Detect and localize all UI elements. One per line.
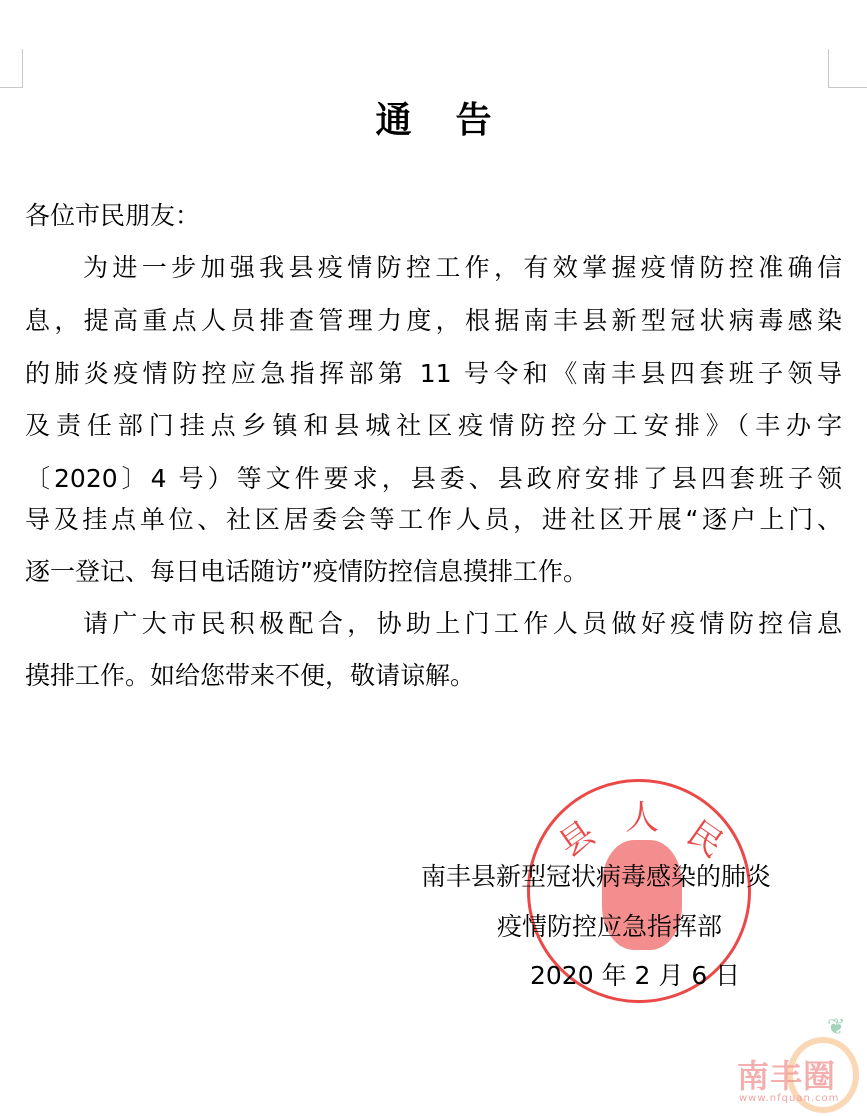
watermark-name: 南丰圈 [737,1057,837,1095]
seal-char: 县 [551,813,603,866]
watermark-url: www.nfquan.com [739,1093,840,1104]
paragraph-line: 及责任部门挂点乡镇和县城社区疫情防控分工安排》（丰办字 [25,411,842,440]
paragraph-line: 息，提高重点人员排查管理力度，根据南丰县新型冠状病毒感染 [25,306,842,335]
leaf-icon: ❦ [827,1015,846,1040]
signature-date: 2020 年 2 月 6 日 [530,961,741,990]
site-watermark-logo [735,1015,860,1115]
paragraph-line: 请广大市民积极配合，协助上门工作人员做好疫情防控信息 [83,609,842,638]
paragraph-line: 〔2020〕4 号）等文件要求，县委、县政府安排了县四套班子领 [25,464,842,493]
page-corner-mark-right [828,49,867,88]
seal-char: 人 [625,798,659,838]
paragraph-line: 摸排工作。如给您带来不便，敬请谅解。 [25,661,476,690]
paragraph-line: 为进一步加强我县疫情防控工作，有效掌握疫情防控准确信 [83,253,842,282]
notice-title: 通告 [375,100,536,141]
paragraph-line: 的肺炎疫情防控应急指挥部第 11 号令和《南丰县四套班子领导 [25,359,842,388]
paragraph-line: 导及挂点单位、社区居委会等工作人员，进社区开展“逐户上门、 [25,505,842,534]
salutation: 各位市民朋友： [25,201,201,230]
page-corner-mark-left [0,49,23,88]
signature-org-line2: 疫情防控应急指挥部 [497,912,723,941]
paragraph-line: 逐一登记、每日电话随访”疫情防控信息摸排工作。 [25,557,588,586]
signature-org-line1: 南丰县新型冠状病毒感染的肺炎 [421,862,772,891]
seal-char: 民 [679,813,731,866]
